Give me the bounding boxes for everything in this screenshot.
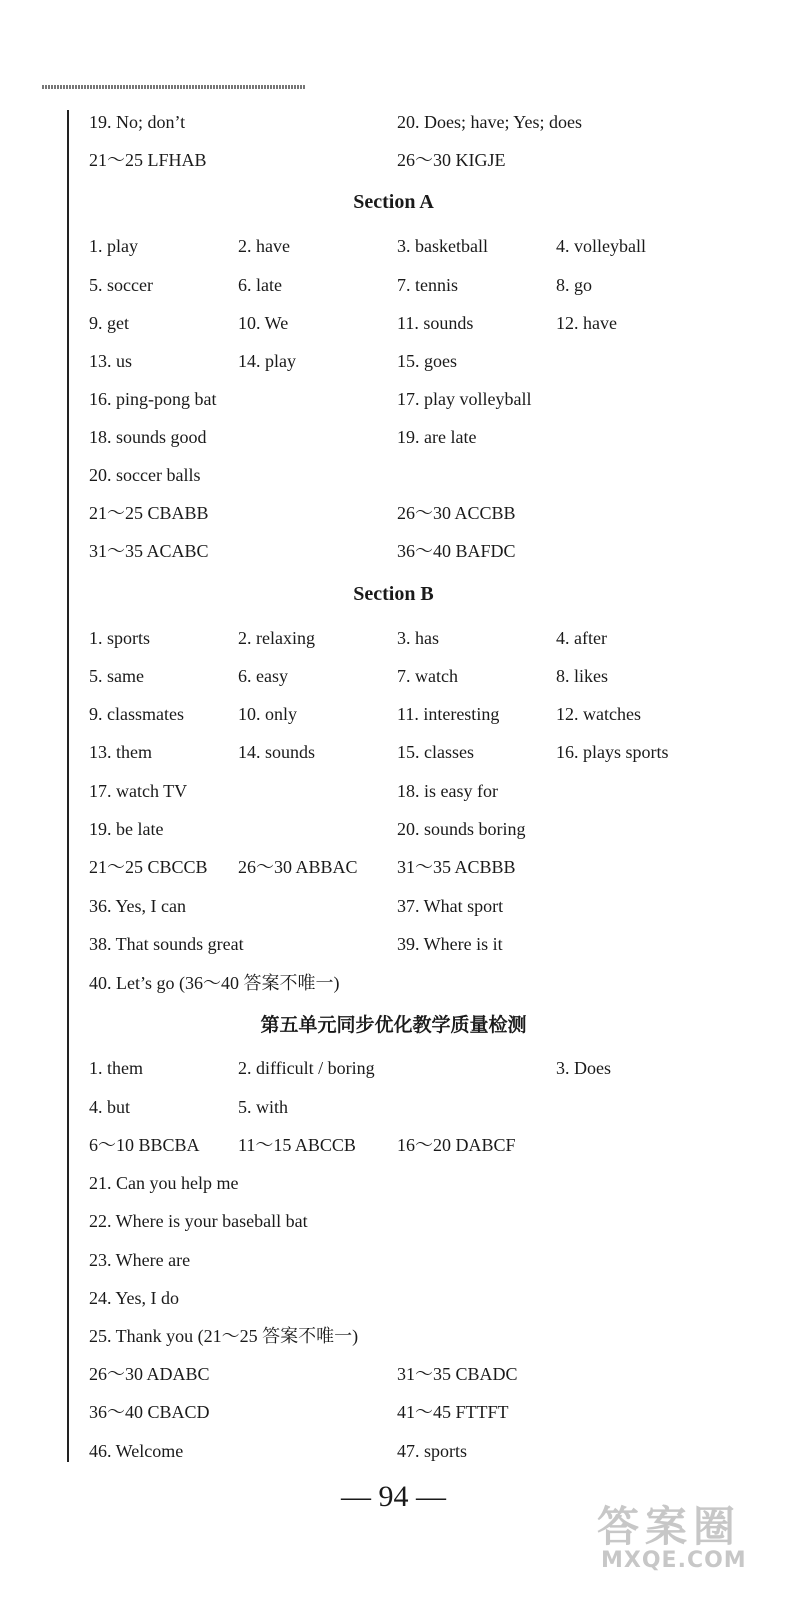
answer-item: 12. have <box>556 313 617 333</box>
answer-item: 3. basketball <box>397 236 488 256</box>
answer-item: 15. classes <box>397 742 474 762</box>
answer-item: 47. sports <box>397 1441 468 1461</box>
top-rule <box>42 85 306 89</box>
answer-item: 40. Let’s go (36～40 答案不唯一) <box>89 973 340 993</box>
answer-item: 6. late <box>238 275 282 295</box>
answer-item: 18. is easy for <box>397 781 498 801</box>
section-b-heading: Section B <box>353 583 434 605</box>
answer-item: 21. Can you help me <box>89 1173 239 1193</box>
answer-item: 31～35 ACABC <box>89 541 209 561</box>
answer-item: 26～30 ADABC <box>89 1364 210 1384</box>
answer-item: 18. sounds good <box>89 427 207 447</box>
answer-item: 46. Welcome <box>89 1441 184 1461</box>
answer-item: 9. get <box>89 313 129 333</box>
answer-item: 4. after <box>556 628 607 648</box>
answer-item: 21～25 CBABB <box>89 503 209 523</box>
answer-item: 2. relaxing <box>238 628 315 648</box>
answer-item: 3. has <box>397 628 439 648</box>
answer-item: 7. tennis <box>397 275 458 295</box>
answer-item: 14. sounds <box>238 742 316 762</box>
answer-item: 11. interesting <box>397 704 500 724</box>
answer-item: 17. watch TV <box>89 781 188 801</box>
answer-item: 36～40 CBACD <box>89 1402 210 1422</box>
answer-item: 1. play <box>89 236 138 256</box>
answer-item: 16～20 DABCF <box>397 1135 516 1155</box>
answer-item: 2. difficult / boring <box>238 1058 375 1078</box>
answer-item: 7. watch <box>397 666 458 686</box>
answer-item: 39. Where is it <box>397 934 503 954</box>
answer-item: 17. play volleyball <box>397 389 532 409</box>
answer-item: 4. volleyball <box>556 236 646 256</box>
answer-item: 6. easy <box>238 666 288 686</box>
watermark-logo-text: 答案圈 <box>597 1502 742 1551</box>
answer-item: 20. sounds boring <box>397 819 526 839</box>
answer-item: 16. ping-pong bat <box>89 389 217 409</box>
watermark-logo <box>593 1494 773 1584</box>
answer-item: 19. be late <box>89 819 164 839</box>
page-number: — 94 — <box>341 1480 446 1513</box>
unit5-test-heading: 第五单元同步优化教学质量检测 <box>260 1014 527 1036</box>
answer-item: 8. likes <box>556 666 608 686</box>
answer-item: 12. watches <box>556 704 641 724</box>
answer-item: 13. us <box>89 351 133 371</box>
answer-item: 20. Does; have; Yes; does <box>397 112 582 132</box>
answer-item: 1. sports <box>89 628 151 648</box>
answer-item: 4. but <box>89 1097 131 1117</box>
answer-item: 36～40 BAFDC <box>397 541 516 561</box>
answer-item: 19. No; don’t <box>89 112 186 132</box>
answer-item: 11～15 ABCCB <box>238 1135 356 1155</box>
answer-item: 3. Does <box>556 1058 611 1078</box>
answer-item: 8. go <box>556 275 592 295</box>
answer-item: 36. Yes, I can <box>89 896 186 916</box>
answer-item: 15. goes <box>397 351 457 371</box>
answer-item: 21～25 LFHAB <box>89 150 207 170</box>
answer-item: 38. That sounds great <box>89 934 244 954</box>
answer-item: 1. them <box>89 1058 143 1078</box>
answer-item: 11. sounds <box>397 313 474 333</box>
answer-item: 25. Thank you (21～25 答案不唯一) <box>89 1326 359 1346</box>
answer-item: 24. Yes, I do <box>89 1288 180 1308</box>
answer-item: 21～25 CBCCB <box>89 857 208 877</box>
answer-item: 37. What sport <box>397 896 504 916</box>
answer-item: 16. plays sports <box>556 742 669 762</box>
answer-item: 13. them <box>89 742 152 762</box>
answer-item: 2. have <box>238 236 290 256</box>
answer-item: 10. only <box>238 704 298 724</box>
answer-item: 5. same <box>89 666 144 686</box>
answer-item: 9. classmates <box>89 704 184 724</box>
answer-item: 31～35 ACBBB <box>397 857 516 877</box>
answer-item: 6～10 BBCBA <box>89 1135 200 1155</box>
answer-item: 5. with <box>238 1097 289 1117</box>
answer-item: 31～35 CBADC <box>397 1364 518 1384</box>
answer-item: 19. are late <box>397 427 477 447</box>
answer-item: 26～30 ACCBB <box>397 503 516 523</box>
left-margin-rule <box>67 110 69 1462</box>
answer-item: 14. play <box>238 351 296 371</box>
answer-item: 23. Where are <box>89 1250 191 1270</box>
watermark-url: MXQE.COM <box>601 1548 747 1573</box>
section-a-heading: Section A <box>353 191 434 213</box>
answer-item: 10. We <box>238 313 289 333</box>
answer-item: 22. Where is your baseball bat <box>89 1211 308 1231</box>
answer-item: 5. soccer <box>89 275 153 295</box>
answer-item: 26～30 KIGJE <box>397 150 506 170</box>
answer-item: 41～45 FTTFT <box>397 1402 509 1422</box>
answer-item: 20. soccer balls <box>89 465 201 485</box>
answer-item: 26～30 ABBAC <box>238 857 358 877</box>
